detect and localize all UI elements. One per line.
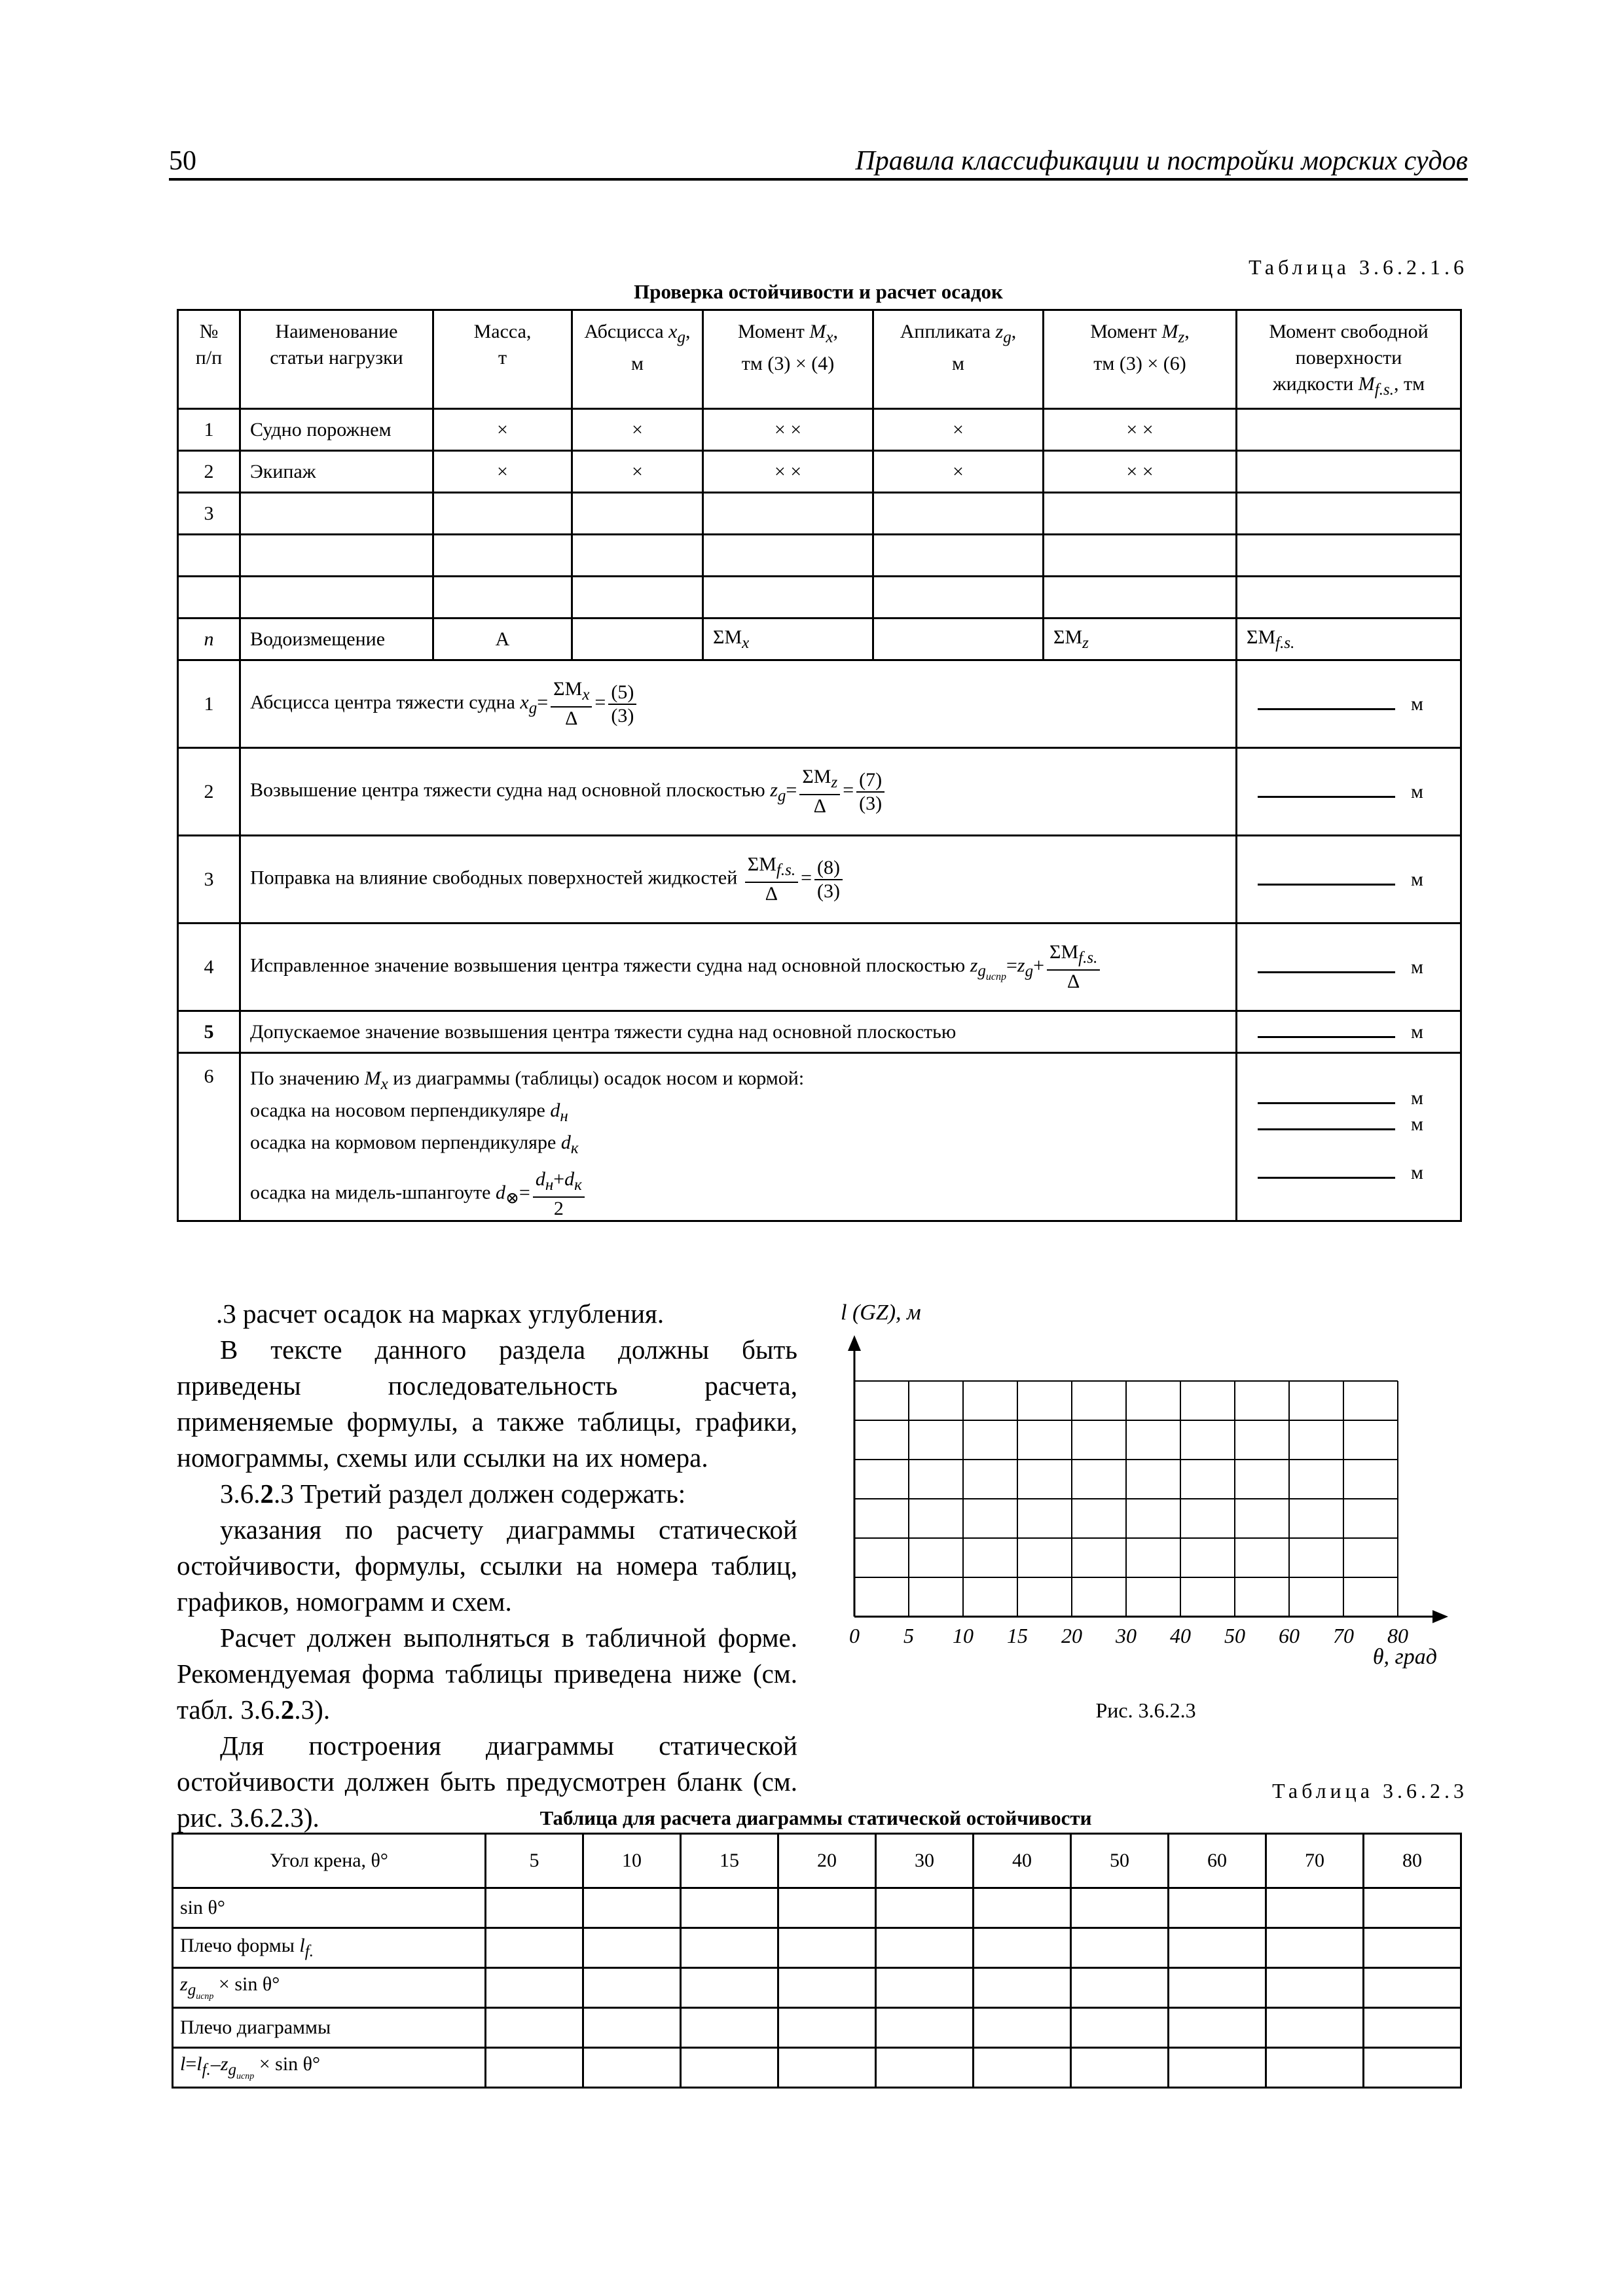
row-label: $z_{g_{испр}} \times \sin \theta^\circ$ xyxy=(173,1968,486,2008)
draft-text: По значению $M_x$ из диаграммы (таблицы) осадок носом и кормой: осадка на носовом перпендикуляре $d_н$ осадка на кормовом перпендикуляре $d_к$ осадка на мидель-шпангоуте $d_\otimes=$ $d_н+d_к$ 2 xyxy=(240,1053,1237,1221)
angle-cell: 40 xyxy=(974,1834,1071,1888)
cell-name: Судно порожнем xyxy=(240,409,433,451)
answer-line[interactable] xyxy=(1258,1020,1395,1038)
answer-cell[interactable]: м xyxy=(1237,660,1461,748)
body-text xyxy=(177,1296,797,1836)
angle-cell: 10 xyxy=(583,1834,681,1888)
answer-cell[interactable]: м м м xyxy=(1237,1053,1461,1221)
cell-mass xyxy=(433,577,572,619)
cell-num: 1 xyxy=(178,660,240,748)
x-tick-label: 5 xyxy=(903,1624,914,1647)
table-label: Таблица 3.6.2.3 xyxy=(1272,1779,1468,1803)
table-row xyxy=(178,409,1461,451)
cell-mx: $\Sigma M_x$ xyxy=(703,619,873,660)
cell-name xyxy=(240,535,433,577)
table-row xyxy=(173,2008,1461,2048)
table-row xyxy=(173,1968,1461,2008)
header-name: Наименование статьи нагрузки xyxy=(240,310,433,409)
cell-num: 1 xyxy=(178,409,240,451)
y-axis-label: l (GZ), м xyxy=(841,1300,921,1325)
cell-zg: × xyxy=(873,409,1044,451)
total-row xyxy=(178,619,1461,660)
answer-line[interactable] xyxy=(1258,692,1395,710)
blank-chart-figure xyxy=(831,1289,1460,1748)
row-label: $l=l_{f.}-z_{g_{испр}} \times \sin \theta^\circ$ xyxy=(173,2048,486,2088)
calc-text: Абсцисса центра тяжести судна $x_g=$ $\Sigma M_x$ Δ = $\frac{(5)}{(3)}$ xyxy=(240,660,1237,748)
header-mass: Масса, т xyxy=(433,310,572,409)
cell-mfs xyxy=(1237,535,1461,577)
cell-num: 3 xyxy=(178,836,240,924)
cell-mz: × × xyxy=(1044,451,1237,493)
table-row xyxy=(178,577,1461,619)
cell-zg xyxy=(873,493,1044,535)
paragraph: 3.6.2.3 Третий раздел должен содержать: xyxy=(220,1479,686,1509)
table-row xyxy=(178,535,1461,577)
calc-text: Исправленное значение возвышения центра тяжести судна над основной плоскостью $z_{g_{испр}}=z_g+$ $\Sigma M_{f.s.}$ Δ xyxy=(240,924,1237,1011)
x-tick-label: 50 xyxy=(1224,1624,1245,1647)
row-label: sin θ° xyxy=(173,1888,486,1928)
paragraph: Расчет должен выполняться в табличной форме. Рекомендуемая форма таблицы приведена ниже (см. табл. 3.6.2.3). xyxy=(177,1623,797,1725)
cell-name xyxy=(240,493,433,535)
cell-mass: × xyxy=(433,451,572,493)
cell-num: 3 xyxy=(178,493,240,535)
x-tick-label: 70 xyxy=(1333,1624,1354,1647)
answer-line[interactable] xyxy=(1258,1086,1395,1104)
header-mx: Момент $M_x$, тм (3) × (4) xyxy=(703,310,873,409)
paragraph: Для построения диаграммы статической остойчивости должен быть предусмотрен бланк (см. рис. 3.6.2.3). xyxy=(177,1731,797,1833)
x-tick-label: 0 xyxy=(849,1624,860,1647)
cell-num: n xyxy=(178,619,240,660)
page-number: 50 xyxy=(169,146,196,176)
header-rule xyxy=(169,178,1468,181)
cell-mfs xyxy=(1237,409,1461,451)
cell-mz xyxy=(1044,577,1237,619)
paragraph: указания по расчету диаграммы статической остойчивости, формулы, ссылки на номера таблиц, графиков, номограмм и схем. xyxy=(177,1515,797,1617)
answer-cell[interactable]: м xyxy=(1237,748,1461,836)
header-zg: Аппликата $z_g$, м xyxy=(873,310,1044,409)
cell-mx: × × xyxy=(703,409,873,451)
cell-num: 5 xyxy=(178,1011,240,1053)
calc-row xyxy=(178,836,1461,924)
cell-mass xyxy=(433,493,572,535)
answer-cell[interactable]: м xyxy=(1237,836,1461,924)
stability-diagram-table xyxy=(172,1833,1462,2089)
calc-text: Возвышение центра тяжести судна над основной плоскостью $z_g=$ $\Sigma M_z$ Δ = $\frac{(7)}{(3)}$ xyxy=(240,748,1237,836)
answer-line[interactable] xyxy=(1258,868,1395,886)
cell-num: 2 xyxy=(178,748,240,836)
cell-zg xyxy=(873,577,1044,619)
cell-xg: × xyxy=(572,451,703,493)
figure-caption: Рис. 3.6.2.3 xyxy=(1095,1698,1196,1722)
angle-cell: 70 xyxy=(1266,1834,1364,1888)
cell-mz: $\Sigma M_z$ xyxy=(1044,619,1237,660)
cell-mx xyxy=(703,577,873,619)
row-label: Плечо формы $l_{f.}$ xyxy=(173,1928,486,1968)
cell-num xyxy=(178,577,240,619)
cell-mfs xyxy=(1237,493,1461,535)
cell-num: 2 xyxy=(178,451,240,493)
x-tick-label: 80 xyxy=(1387,1624,1408,1647)
angle-cell: 15 xyxy=(681,1834,778,1888)
calc-row xyxy=(178,660,1461,748)
cell-mfs: $\Sigma M_{f.s.}$ xyxy=(1237,619,1461,660)
cell-zg: × xyxy=(873,451,1044,493)
cell-num xyxy=(178,535,240,577)
y-axis-arrow xyxy=(848,1335,861,1351)
angle-cell: 20 xyxy=(778,1834,876,1888)
x-tick-labels xyxy=(849,1624,1408,1647)
cell-zg xyxy=(873,535,1044,577)
answer-line[interactable] xyxy=(1258,1161,1395,1179)
header-mfs: Момент свободной поверхности жидкости $M_{f.s.}$, тм xyxy=(1237,310,1461,409)
stability-table xyxy=(177,309,1462,1222)
cell-mass: × xyxy=(433,409,572,451)
draft-row xyxy=(178,1053,1461,1221)
cell-xg xyxy=(572,493,703,535)
calc-row xyxy=(178,748,1461,836)
cell-mx xyxy=(703,535,873,577)
cell-num: 6 xyxy=(178,1053,240,1221)
header-num: № п/п xyxy=(178,310,240,409)
angle-cell: 50 xyxy=(1071,1834,1169,1888)
cell-mx: × × xyxy=(703,451,873,493)
cell-name: Водоизмещение xyxy=(240,619,433,660)
answer-cell[interactable]: м xyxy=(1237,924,1461,1011)
table-caption: Таблица для расчета диаграммы статической остойчивости xyxy=(539,1806,1092,1829)
header-xg: Абсцисса $x_g$, м xyxy=(572,310,703,409)
table-row xyxy=(173,1928,1461,1968)
angle-cell: 60 xyxy=(1169,1834,1266,1888)
table-row xyxy=(173,2048,1461,2088)
table-label: Таблица 3.6.2.1.6 xyxy=(1249,255,1468,279)
cell-num: 4 xyxy=(178,924,240,1011)
cell-mx xyxy=(703,493,873,535)
paragraph: В тексте данного раздела должны быть приведены последовательность расчета, применяемые формулы, а также таблицы, графики, номограммы, схемы или ссылки на их номера. xyxy=(177,1335,797,1473)
cell-mass: A xyxy=(433,619,572,660)
running-title: Правила классификации и постройки морских судов xyxy=(855,146,1468,176)
table-row xyxy=(173,1888,1461,1928)
calc-text: Допускаемое значение возвышения центра тяжести судна над основной плоскостью xyxy=(240,1011,1237,1053)
paragraph: .3 расчет осадок на марках углубления. xyxy=(216,1299,665,1329)
calc-row xyxy=(178,924,1461,1011)
calc-row xyxy=(178,1011,1461,1053)
answer-line[interactable] xyxy=(1258,956,1395,973)
cell-mz xyxy=(1044,493,1237,535)
x-tick-label: 20 xyxy=(1061,1624,1082,1647)
table-row xyxy=(178,493,1461,535)
chart-grid xyxy=(854,1381,1398,1617)
answer-line[interactable] xyxy=(1258,780,1395,798)
cell-name: Экипаж xyxy=(240,451,433,493)
x-tick-label: 15 xyxy=(1007,1624,1028,1647)
header-mz: Момент $M_z$, тм (3) × (6) xyxy=(1044,310,1237,409)
answer-cell[interactable]: м xyxy=(1237,1011,1461,1053)
table-caption: Проверка остойчивости и расчет осадок xyxy=(634,280,1003,303)
x-tick-label: 60 xyxy=(1279,1624,1300,1647)
answer-line[interactable] xyxy=(1258,1113,1395,1130)
cell-zg xyxy=(873,619,1044,660)
cell-mfs xyxy=(1237,451,1461,493)
cell-mz xyxy=(1044,535,1237,577)
cell-xg xyxy=(572,535,703,577)
cell-xg xyxy=(572,577,703,619)
x-tick-label: 40 xyxy=(1170,1624,1191,1647)
x-tick-label: 30 xyxy=(1116,1624,1137,1647)
cell-name xyxy=(240,577,433,619)
cell-mass xyxy=(433,535,572,577)
cell-xg: × xyxy=(572,409,703,451)
table-header-row xyxy=(178,310,1461,409)
calc-text: Поправка на влияние свободных поверхностей жидкостей $\Sigma M_{f.s.}$ Δ = $\frac{(8)}{(3)}$ xyxy=(240,836,1237,924)
angle-cell: 5 xyxy=(486,1834,583,1888)
cell-xg xyxy=(572,619,703,660)
angle-header: Угол крена, θ° xyxy=(173,1834,486,1888)
x-axis-label: θ, град xyxy=(1372,1645,1437,1669)
row-label: Плечо диаграммы xyxy=(173,2008,486,2048)
cell-mfs xyxy=(1237,577,1461,619)
angle-cell: 80 xyxy=(1364,1834,1461,1888)
table-header-row xyxy=(173,1834,1461,1888)
x-axis-arrow xyxy=(1432,1610,1448,1623)
x-tick-label: 10 xyxy=(953,1624,974,1647)
table-row xyxy=(178,451,1461,493)
cell-mz: × × xyxy=(1044,409,1237,451)
angle-cell: 30 xyxy=(876,1834,974,1888)
